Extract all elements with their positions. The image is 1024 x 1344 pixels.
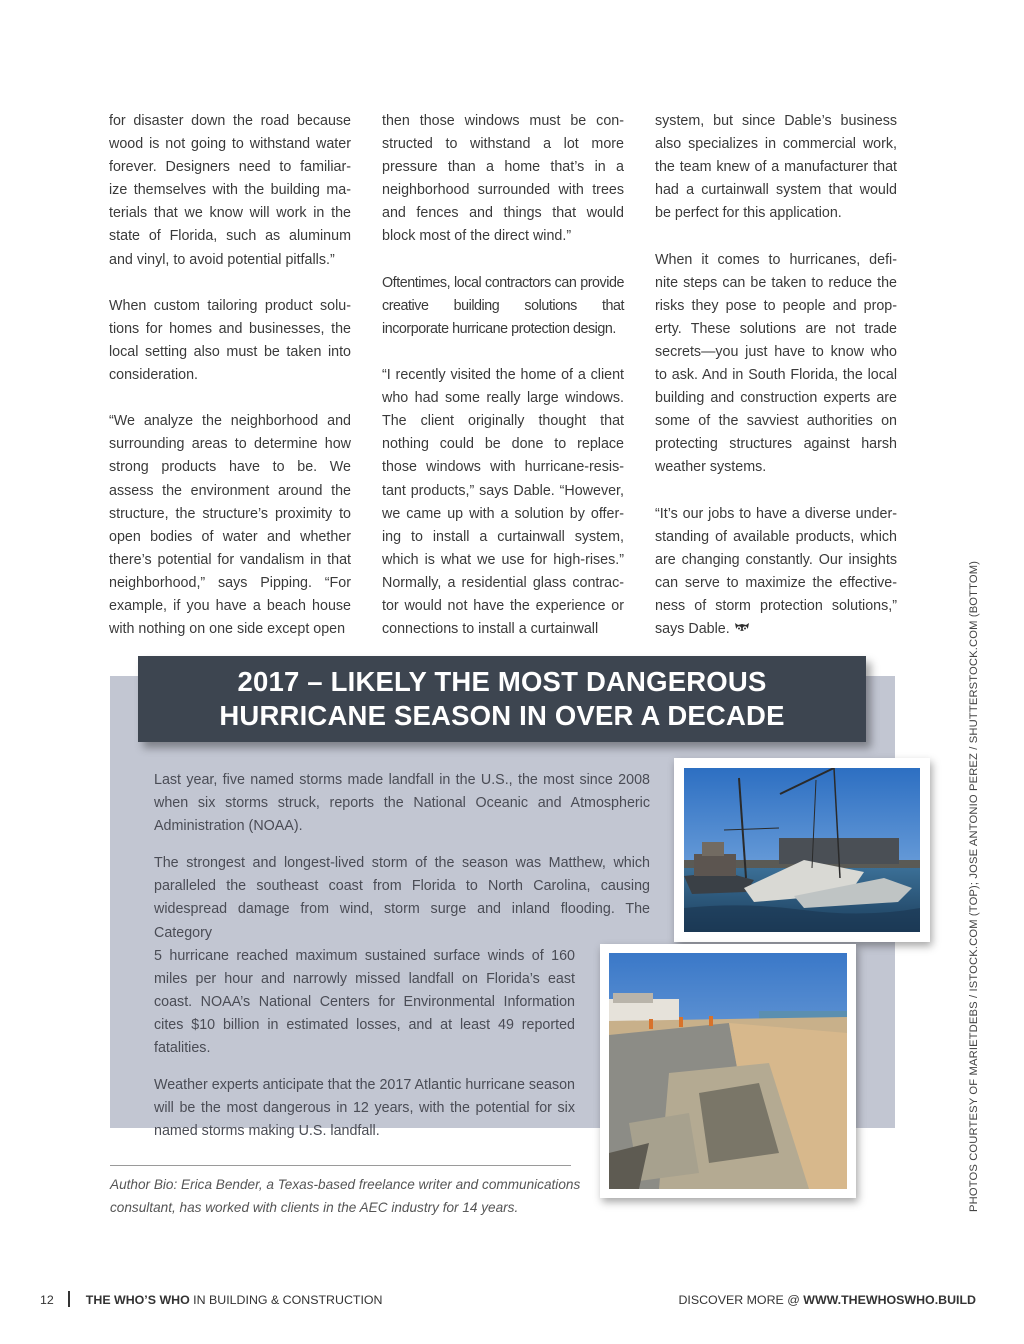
sidebar-paragraph-2-narrow: 5 hurricane reached maximum sustained surface winds of 160 miles per hour and narrowly missed landfall on Florida’s east coast. NOAA’s National Centers for Environmental Information cites $10 billion in estimated losses, and at least 49 reported fatalities. bbox=[154, 947, 575, 1057]
bio-divider bbox=[110, 1165, 571, 1166]
article-column-3 bbox=[655, 110, 897, 643]
footer-discover bbox=[678, 1291, 976, 1309]
author-bio-line-2: consultant, has worked with clients in the AEC industry for 14 years. bbox=[110, 1200, 519, 1215]
paragraph: When it comes to hurricanes, defi- nite steps can be taken to reduce the risks they pose to people and prop- erty. These solutions are not trade secrets—you just have to know who to ask. And in South Florida, the local building and construction experts are some of the savviest authorities on protecting structures against harsh weather systems. bbox=[655, 251, 897, 476]
closing-paragraph-text: “It’s our jobs to have a diverse under- standing of available products, which are changing constantly. Our insights can serve to maximize the effective- ness of storm protection solutions,” says Dable. bbox=[655, 505, 897, 638]
sidebar-title-line-2: HURRICANE SEASON IN OVER A DECADE bbox=[219, 700, 785, 731]
sidebar-paragraph: Last year, five named storms made landfall in the U.S., the most since 2008 when six storms struck, reports the National Oceanic and Atmospheric Administration (NOAA). bbox=[154, 772, 650, 835]
eroded-coastal-road-photo bbox=[600, 944, 856, 1198]
publication-name-rest: IN BUILDING & CONSTRUCTION bbox=[189, 1293, 383, 1307]
page-number: 12 bbox=[40, 1293, 54, 1307]
paragraph: “I recently visited the home of a client who had some really large windows. The client originally thought that nothing could be done to replace those windows with hurricane-resis- tant products,” says Dable. “However, we came up with a solution by offer- ing to install a curtainwall system, which is what we use for high-rises.” Normally, a residential glass contrac- tor would not have the experience or connections to install a curtainwall bbox=[382, 367, 624, 638]
paragraph: “We analyze the neighborhood and surrounding areas to determine how strong products have to be. We assess the environment around the structure, the structure’s proximity to open bodies of water and whether there’s potential for vandalism in that neighborhood,” says Pipping. “For example, if you have a beach house with nothing on one side except open bbox=[109, 413, 351, 638]
footer-divider bbox=[68, 1291, 70, 1307]
paragraph: then those windows must be con- structed to withstand a lot more pressure than a home that’s in a neighborhood surrounded with trees and fences and things that would block most of the direct wind.” bbox=[382, 113, 624, 245]
storm-damaged-boats-photo bbox=[674, 758, 930, 942]
sidebar-paragraph-2-wide: The strongest and longest-lived storm of the season was Matthew, which paralleled the southeast coast from Florida to North Carolina, causing widespread damage from wind, storm surge and inland flooding. The Category bbox=[154, 855, 650, 941]
paragraph: for disaster down the road because wood is not going to withstand water forever. Designers need to familiar- ize themselves with the building ma- terials that we know will work in the state of Florida, such as aluminum and vinyl, to avoid potential pitfalls.” bbox=[109, 113, 351, 268]
paragraph-last bbox=[655, 503, 897, 644]
owl-logo-icon bbox=[734, 620, 750, 643]
paragraph: system, but since Dable’s business also specializes in commercial work, the team knew of a manufacturer that had a curtainwall system that would be perfect for this application. bbox=[655, 113, 897, 222]
author-bio-line-1: Author Bio: Erica Bender, a Texas-based freelance writer and communications bbox=[110, 1177, 581, 1192]
footer-publication bbox=[40, 1291, 383, 1309]
paragraph: When custom tailoring product solu- tions for homes and businesses, the local setting also must be taken into consideration. bbox=[109, 297, 351, 384]
website-link[interactable]: WWW.THEWHOSWHO.BUILD bbox=[803, 1293, 976, 1307]
article-column-2 bbox=[382, 110, 624, 641]
sidebar-title-line-1: 2017 – LIKELY THE MOST DANGEROUS bbox=[237, 666, 767, 697]
paragraph: Oftentimes, local contractors can provide creative building solutions that incorporate hurricane protection design. bbox=[382, 274, 624, 337]
article-column-1 bbox=[109, 110, 351, 641]
sidebar-paragraph-2 bbox=[154, 852, 650, 1060]
discover-prefix: DISCOVER MORE @ bbox=[678, 1293, 804, 1307]
author-bio bbox=[110, 1173, 590, 1219]
publication-name-bold: THE WHO’S WHO bbox=[85, 1293, 190, 1307]
sidebar-paragraph: Weather experts anticipate that the 2017 Atlantic hurricane season will be the most dangerous in 12 years, with the potential for six named storms making U.S. landfall. bbox=[154, 1077, 575, 1140]
sidebar-body bbox=[154, 769, 650, 1157]
sidebar-title-banner bbox=[138, 656, 866, 742]
photo-credit: PHOTOS COURTESY OF MARIETDEBS / ISTOCK.COM (TOP); JOSE ANTONIO PEREZ / SHUTTERSTOCK.COM (BOTTOM) bbox=[968, 560, 980, 1212]
